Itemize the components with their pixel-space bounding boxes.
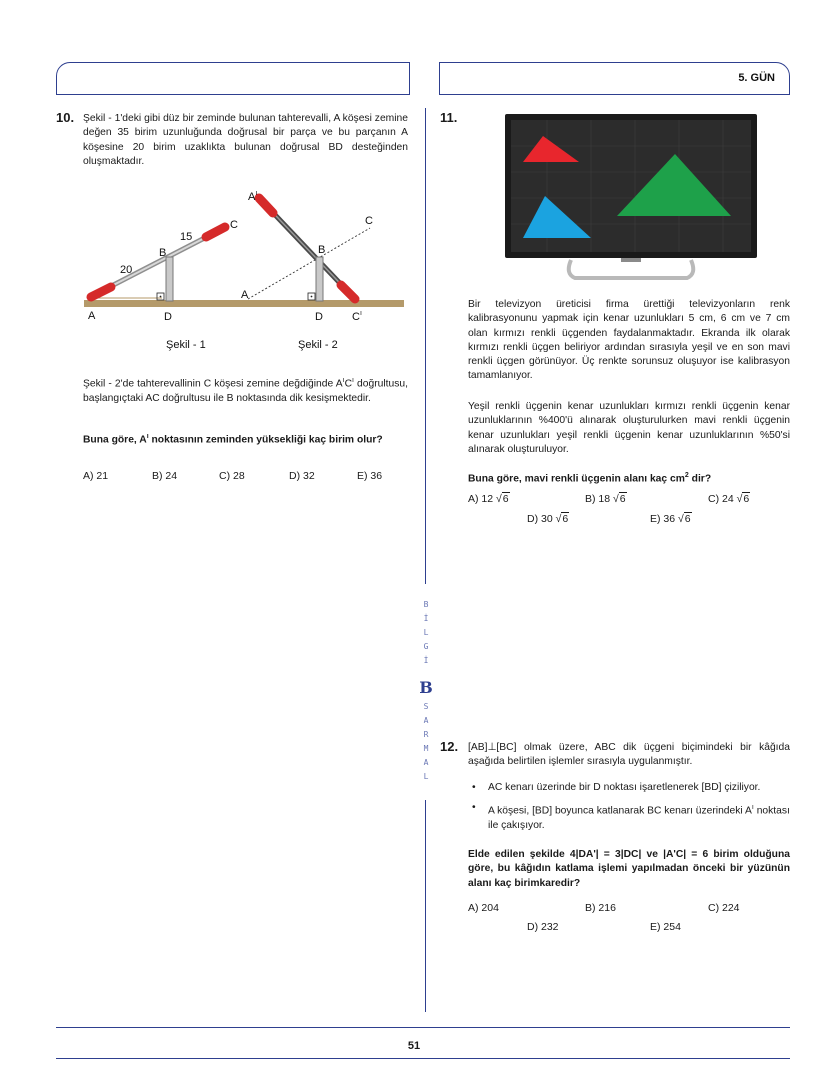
fig2-label-d: D <box>315 311 323 323</box>
brand-letter: S <box>423 702 429 711</box>
q10-option-d[interactable]: D) 32 <box>289 470 315 482</box>
q10-option-a[interactable]: A) 21 <box>83 470 109 482</box>
q12-option-a[interactable]: A) 204 <box>468 902 499 914</box>
tv-illustration <box>505 114 757 282</box>
fig1-label-c: C <box>230 219 238 231</box>
fig1-label-a: A <box>88 310 96 322</box>
day-label: 5. GÜN <box>738 72 775 84</box>
question-12-prompt: Elde edilen şekilde 4|DA'| = 3|DC| ve |A'C| = 6 birim olduğuna göre, bu kâğıdın katlama işlemi yapılmadan önceki bir yüzünün alanı kaç birimkaredir? <box>468 849 790 889</box>
q11-option-b[interactable]: B) 18 √6 <box>585 493 626 505</box>
fig2-label-a-prime: $A^ı$ <box>248 190 258 203</box>
page-number: 51 <box>407 1040 421 1052</box>
question-12-step-1: • AC kenarı üzerinde bir D noktası işaretlenerek [BD] çiziliyor. <box>472 781 790 795</box>
q10-option-c[interactable]: C) 28 <box>219 470 245 482</box>
question-12-intro: [AB]⊥[BC] olmak üzere, ABC dik üçgeni biçimindeki bir kâğıda aşağıda belirtilen işlemler sırasıyla uygulanmıştır. <box>468 742 790 768</box>
q12-option-d[interactable]: D) 232 <box>527 921 559 933</box>
fig1-support-bd <box>166 257 173 301</box>
question-11-prompt: Buna göre, mavi renkli üçgenin alanı kaç $cm^2$ dir? <box>468 472 712 485</box>
header-left-box <box>56 62 410 95</box>
brand-letter: A <box>423 716 429 725</box>
brand-letter: L <box>423 772 429 781</box>
fig2-label-a: A <box>241 289 249 301</box>
brand-letter: G <box>423 642 429 651</box>
brand-letter: İ <box>423 656 429 665</box>
q10-option-b[interactable]: B) 24 <box>152 470 178 482</box>
brand-letter: A <box>423 758 429 767</box>
fig2-dashed-ac <box>248 228 370 299</box>
tv-stand <box>569 260 694 278</box>
brand-letter: M <box>423 744 429 753</box>
q12-option-e[interactable]: E) 254 <box>650 921 681 933</box>
seesaw-figure <box>82 186 410 358</box>
bullet-icon: • <box>472 782 476 793</box>
sqrt-symbol: √6 <box>736 493 750 505</box>
fig2-caption: Şekil - 2 <box>298 339 338 351</box>
fig1-caption: Şekil - 1 <box>166 339 206 351</box>
q11-option-c[interactable]: C) 24 √6 <box>708 493 750 505</box>
footer-line-top <box>56 1027 790 1028</box>
fig2-label-c: C <box>365 215 373 227</box>
question-10-number: 10. <box>56 110 75 125</box>
fig1-label-15: 15 <box>180 231 193 243</box>
fig1-label-b: B <box>159 247 167 259</box>
footer-line-bottom <box>56 1058 790 1059</box>
bullet-icon: • <box>472 802 476 813</box>
fig2-handle-c-prime <box>341 285 355 299</box>
question-10-intro: Şekil - 1'deki gibi düz bir zeminde bulunan tahterevalli, A köşesi zemine değen 35 birim uzunluğunda doğrusal bir parça ve bu parçanın A köşesine 20 birim uzaklıkta bulunan doğrusal BD desteğinden oluşmaktadır. <box>83 113 408 167</box>
q12-option-b[interactable]: B) 216 <box>585 902 616 914</box>
sqrt-symbol: √6 <box>555 513 569 525</box>
header-right-box <box>439 62 790 95</box>
brand-letter: B <box>423 600 429 609</box>
question-12-number: 12. <box>440 739 459 754</box>
fig2-support-bd <box>316 257 323 301</box>
q11-option-d[interactable]: D) 30 √6 <box>527 513 569 525</box>
sqrt-symbol: √6 <box>496 493 509 505</box>
question-11-number: 11. <box>440 110 458 125</box>
fig2-label-b: B <box>318 244 326 256</box>
column-divider-top <box>425 108 426 584</box>
q11-option-a[interactable]: A) 12 √6 <box>468 493 509 505</box>
fig2-label-c-prime: $C^ı$ <box>352 310 362 323</box>
q11-option-e[interactable]: E) 36 √6 <box>650 513 691 525</box>
sqrt-symbol: √6 <box>613 493 626 505</box>
q10-option-e[interactable]: E) 36 <box>357 470 383 482</box>
column-divider-bottom <box>425 800 426 1012</box>
question-11-paragraph-1: Bir televizyon üreticisi firma ürettiği televizyonların renk kalibrasyonunu yapmak için kenar uzunlukları 5 cm, 6 cm ve 7 cm olan kırmızı renkli üçgenden faydalanmaktadır. Ekranda ilk olarak kırmızı renkli üçgen beliriyor ardından sırasıyla yeşil ve en son mavi renkli üçgen görünüyor. Üç renkte sorunsuz oluşuyor ise kalibrasyon tamamlanıyor. <box>468 299 790 382</box>
sqrt-symbol: √6 <box>678 513 691 525</box>
fig1-handle-c <box>206 227 225 237</box>
question-10-prompt: Buna göre, $A^ı$ noktasının zeminden yüksekliği kaç birim olur? <box>83 433 383 446</box>
fig1-label-20: 20 <box>120 264 133 276</box>
brand-logo: B <box>419 678 433 697</box>
q12-option-c[interactable]: C) 224 <box>708 902 740 914</box>
fig1-label-d: D <box>164 311 172 323</box>
fig2-handle-a-prime <box>259 198 273 213</box>
question-12-step-2: • A köşesi, [BD] boyunca katlanarak BC kenarı üzerindeki $A^ı$ noktası ile çakışıyor. <box>472 802 790 831</box>
brand-letter: L <box>423 628 429 637</box>
question-10-middle: Şekil - 2'de tahterevallinin C köşesi zemine değdiğinde $A^ıC^ı$ doğrultusu, başlangıçtaki AC doğrultusu ile B noktasında dik kesişmektedir. <box>83 377 408 404</box>
brand-letter: R <box>423 730 429 739</box>
fig1-handle-a <box>91 287 111 297</box>
brand-letter: İ <box>423 614 429 623</box>
question-11-paragraph-2: Yeşil renkli üçgenin kenar uzunlukları kırmızı renkli üçgenin kenar uzunluklarının %400'ü alınarak oluşturulurken mavi renkli üçgenin kenar uzunlukları yeşil renkli üçgenin kenar uzunluklarının %50'si alınarak oluşturuluyor. <box>468 401 790 455</box>
